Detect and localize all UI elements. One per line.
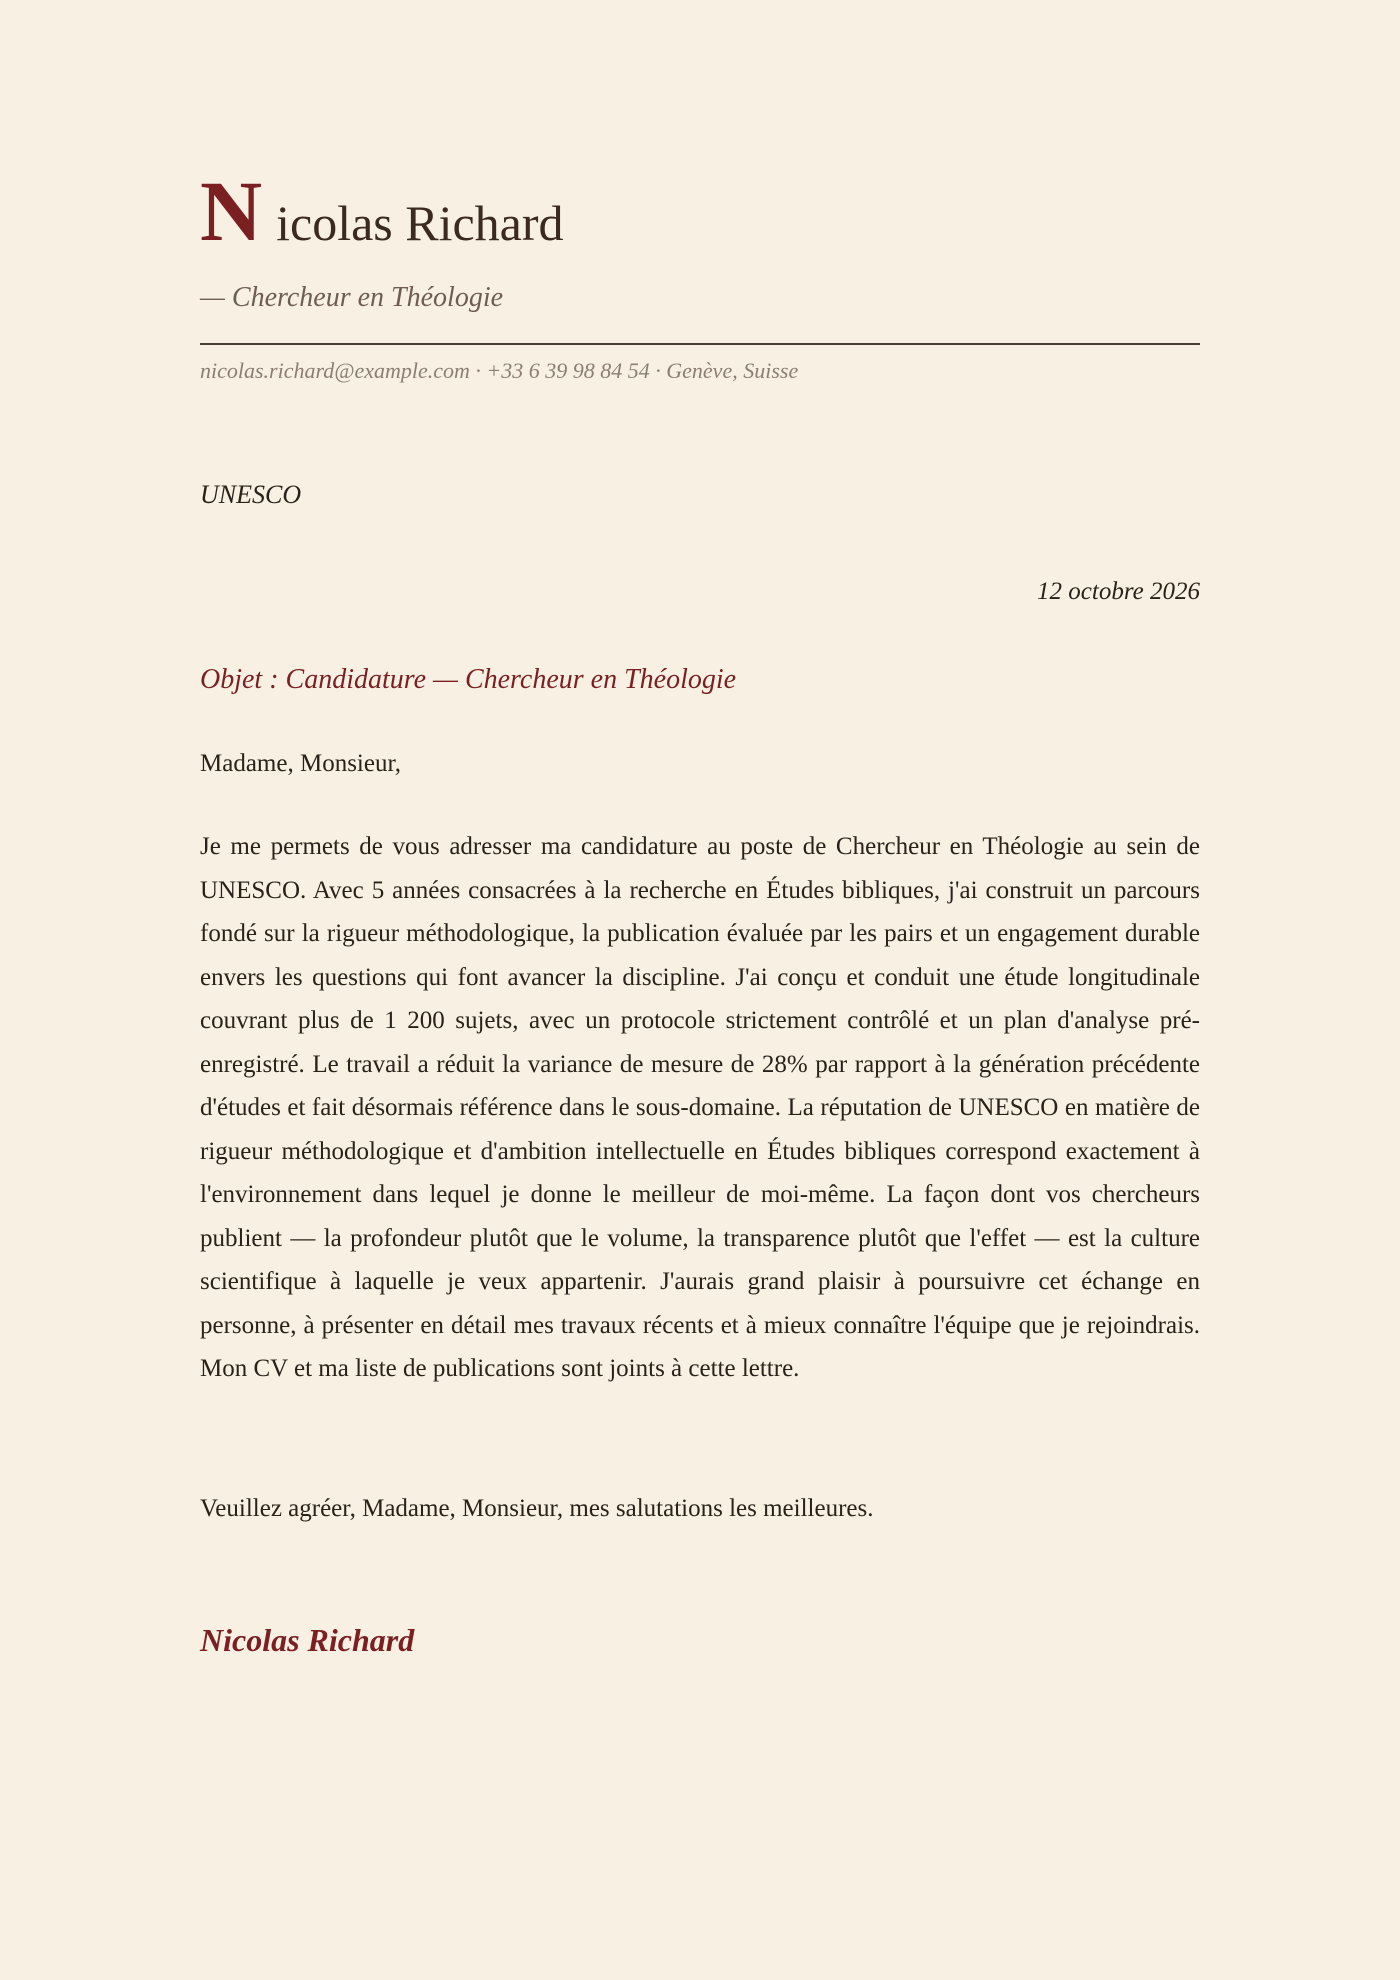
sender-name [200,163,564,259]
header-divider [200,343,1200,345]
sender-role: — Chercheur en Théologie [200,282,504,313]
name-dropcap: N [200,163,263,259]
closing-formula: Veuillez agréer, Madame, Monsieur, mes salutations les meilleures. [200,1495,874,1522]
recipient: UNESCO [200,480,302,509]
letter-body: Je me permets de vous adresser ma candidature au poste de Chercheur en Théologie au sein de UNESCO. Avec 5 années consacrées à la recherche en Études bibliques, j'ai construit un parcours fondé sur la rigueur méthodologique, la publication évaluée par les pairs et un engagement durable envers les questions qui font avancer la discipline. J'ai conçu et conduit une étude longitudinale couvrant plus de 1 200 sujets, avec un protocole strictement contrôlé et un plan d'analyse pré-enregistré. Le travail a réduit la variance de mesure de 28% par rapport à la génération précédente d'études et fait désormais référence dans le sous-domaine. La réputation de UNESCO en matière de rigueur méthodologique et d'ambition intellectuelle en Études bibliques correspond exactement à l'environnement dans lequel je donne le meilleur de moi-même. La façon dont vos chercheurs publient — la profondeur plutôt que le volume, la transparence plutôt que l'effet — est la culture scientifique à laquelle je veux appartenir. J'aurais grand plaisir à poursuivre cet échange en personne, à présenter en détail mes travaux récents et à mieux connaître l'équipe que je rejoindrais. Mon CV et ma liste de publications sont joints à cette lettre. [200,833,1200,1382]
salutation: Madame, Monsieur, [200,750,402,777]
name-rest: icolas Richard [276,195,564,251]
letter-date: 12 octobre 2026 [1037,578,1200,605]
letter-subject: Objet : Candidature — Chercheur en Théologie [200,664,737,695]
signature: Nicolas Richard [200,1622,415,1658]
contact-line: nicolas.richard@example.com · +33 6 39 98 84 54 · Genève, Suisse [200,358,799,383]
